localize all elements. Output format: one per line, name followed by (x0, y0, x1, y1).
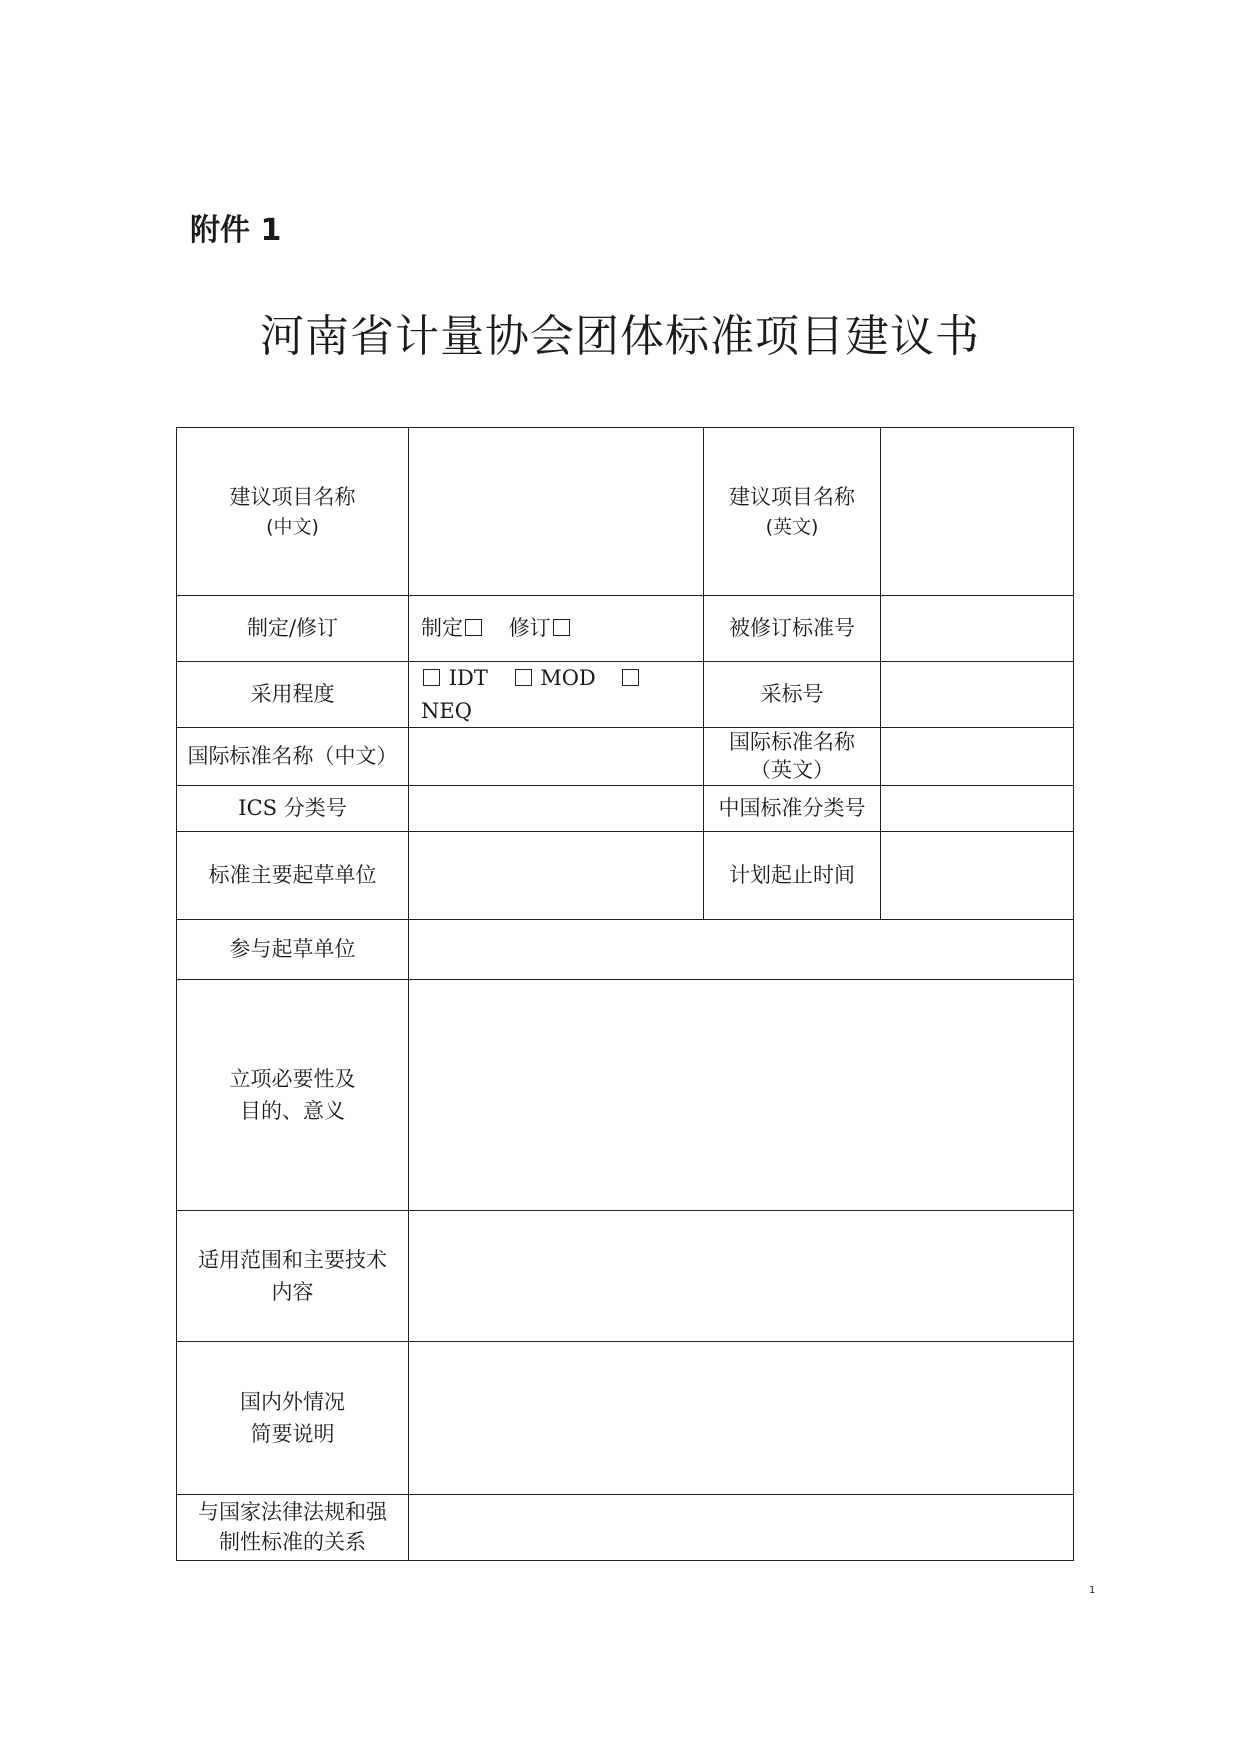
proposal-form-table (176, 427, 1074, 1561)
table-row (177, 832, 1074, 920)
ccs-field[interactable] (881, 786, 1074, 832)
type-options (409, 596, 704, 662)
adopted-no-label: 采标号 (704, 662, 881, 728)
revised-std-field[interactable] (881, 596, 1074, 662)
name-cn-field[interactable] (409, 428, 704, 596)
option-neq[interactable]: NEQ (421, 666, 641, 723)
checkbox-mod[interactable] (515, 669, 532, 686)
name-cn-label: 建议项目名称 (中文) (177, 428, 409, 596)
table-row (177, 596, 1074, 662)
relation-label: 与国家法律法规和强 制性标准的关系 (177, 1495, 409, 1561)
type-label: 制定/修订 (177, 596, 409, 662)
checkbox-revise[interactable] (553, 619, 570, 636)
table-row (177, 728, 1074, 786)
participants-field[interactable] (409, 920, 1074, 980)
revised-std-label: 被修订标准号 (704, 596, 881, 662)
table-row (177, 1495, 1074, 1561)
intl-cn-field[interactable] (409, 728, 704, 786)
ics-field[interactable] (409, 786, 704, 832)
schedule-field[interactable] (881, 832, 1074, 920)
checkbox-neq[interactable] (622, 669, 639, 686)
table-row (177, 1211, 1074, 1342)
name-en-field[interactable] (881, 428, 1074, 596)
table-row (177, 980, 1074, 1211)
scope-field[interactable] (409, 1211, 1074, 1342)
table-row (177, 920, 1074, 980)
ccs-label: 中国标准分类号 (704, 786, 881, 832)
table-row (177, 786, 1074, 832)
adoption-options (409, 662, 704, 728)
scope-label: 适用范围和主要技术 内容 (177, 1211, 409, 1342)
table-row (177, 662, 1074, 728)
document-title: 河南省计量协会团体标准项目建议书 (260, 311, 980, 362)
attachment-label: 附件 1 (190, 213, 282, 248)
necessity-label: 立项必要性及 目的、意义 (177, 980, 409, 1211)
intl-en-field[interactable] (881, 728, 1074, 786)
option-revise[interactable]: 修订 (509, 616, 572, 640)
option-idt[interactable]: IDT (421, 666, 488, 690)
participants-label: 参与起草单位 (177, 920, 409, 980)
situation-field[interactable] (409, 1342, 1074, 1495)
drafter-label: 标准主要起草单位 (177, 832, 409, 920)
name-en-label: 建议项目名称 (英文) (704, 428, 881, 596)
intl-en-label: 国际标准名称 （英文） (704, 728, 881, 786)
option-mod[interactable]: MOD (513, 666, 596, 690)
situation-label: 国内外情况 简要说明 (177, 1342, 409, 1495)
ics-label: ICS 分类号 (177, 786, 409, 832)
intl-cn-label: 国际标准名称（中文） (177, 728, 409, 786)
checkbox-establish[interactable] (465, 619, 482, 636)
drafter-field[interactable] (409, 832, 704, 920)
relation-field[interactable] (409, 1495, 1074, 1561)
checkbox-idt[interactable] (423, 669, 440, 686)
page-number: 1 (1089, 1585, 1096, 1596)
necessity-field[interactable] (409, 980, 1074, 1211)
schedule-label: 计划起止时间 (704, 832, 881, 920)
adoption-label: 采用程度 (177, 662, 409, 728)
table-row (177, 428, 1074, 596)
option-establish[interactable]: 制定 (421, 616, 484, 640)
table-row (177, 1342, 1074, 1495)
adopted-no-field[interactable] (881, 662, 1074, 728)
